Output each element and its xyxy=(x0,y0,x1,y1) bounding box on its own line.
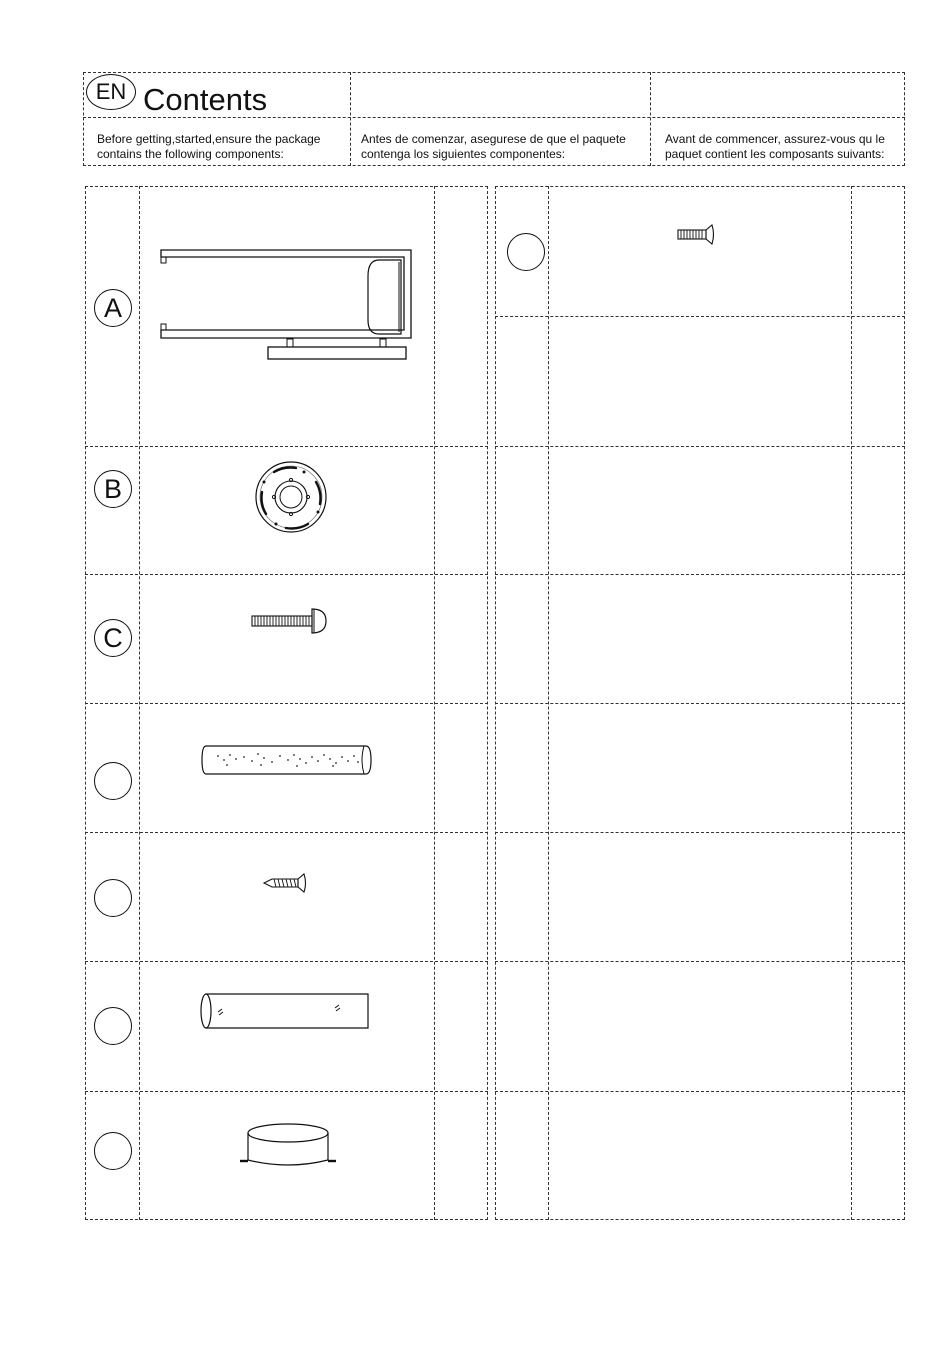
tube-icon xyxy=(198,992,372,1032)
left-row-divider xyxy=(85,832,488,833)
part-letter-b: B xyxy=(94,470,132,508)
right-row-divider xyxy=(495,832,905,833)
right-row-divider xyxy=(495,316,905,317)
header-col-divider-2 xyxy=(650,72,651,166)
left-row-divider xyxy=(85,446,488,447)
language-badge: EN xyxy=(86,74,136,110)
part-letter-blank xyxy=(507,233,545,271)
right-row-divider xyxy=(495,703,905,704)
left-row-divider xyxy=(85,961,488,962)
intro-text-fr: Avant de commencer, assurez-vous qu le paquet contient les composants suivants: xyxy=(665,132,885,161)
part-letter-a: A xyxy=(94,289,132,327)
right-row-divider xyxy=(495,961,905,962)
left-row-divider xyxy=(85,703,488,704)
cap-icon xyxy=(238,1122,338,1172)
round-head-bolt-icon xyxy=(250,607,330,635)
part-letter-blank xyxy=(94,1132,132,1170)
part-letter-c: C xyxy=(94,619,132,657)
part-letter-blank xyxy=(94,879,132,917)
right-row-divider xyxy=(495,1091,905,1092)
wood-screw-icon xyxy=(262,872,310,894)
mounting-plate-icon xyxy=(254,460,328,534)
intro-text-es: Antes de comenzar, asegurese de que el paquete contenga los siguientes componentes: xyxy=(361,132,626,161)
header-col-divider-1 xyxy=(350,72,351,166)
right-row-divider xyxy=(495,446,905,447)
left-row-divider xyxy=(85,1091,488,1092)
intro-text-en: Before getting,started,ensure the package contains the following components: xyxy=(97,132,321,161)
flat-head-screw-icon xyxy=(676,224,716,246)
page-title: Contents xyxy=(143,82,268,117)
wall-anchor-icon xyxy=(200,744,372,776)
part-letter-blank xyxy=(94,1007,132,1045)
part-letter-blank xyxy=(94,762,132,800)
right-row-divider xyxy=(495,574,905,575)
lamp-frame-icon xyxy=(155,246,415,362)
left-row-divider xyxy=(85,574,488,575)
